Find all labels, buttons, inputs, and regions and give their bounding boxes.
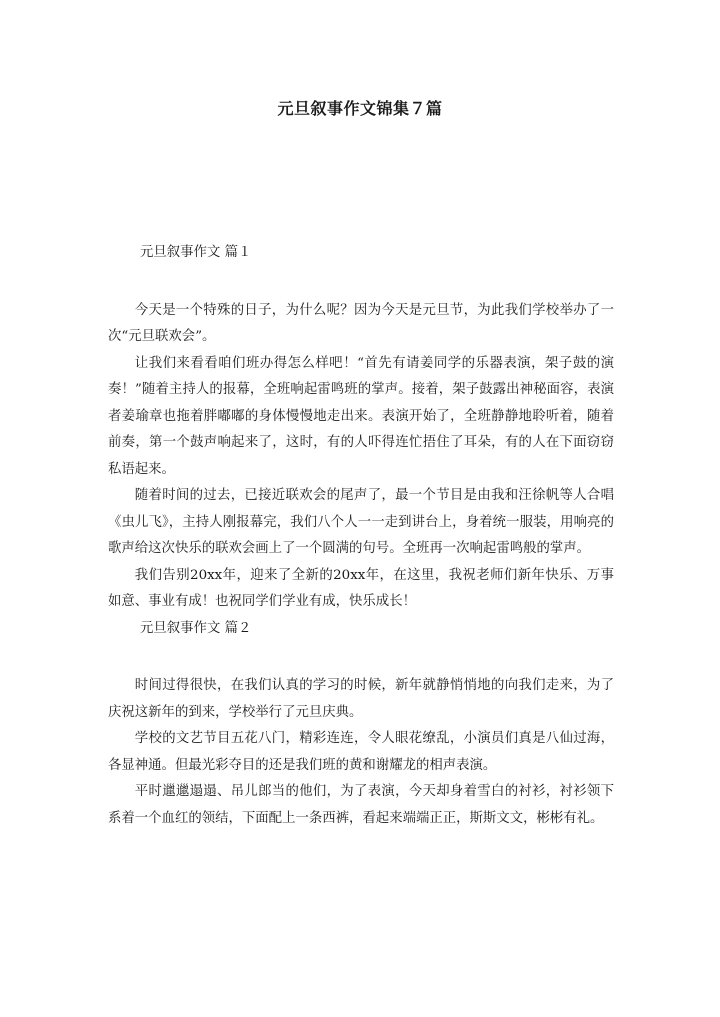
section-heading-1: 元旦叙事作文 篇１ — [140, 245, 252, 260]
section-heading-2: 元旦叙事作文 篇２ — [140, 620, 252, 636]
section-spacer — [108, 267, 614, 298]
paragraph-1-2: 让我们来看看咱们班办得怎么样吧！“首先有请姜同学的乐器表演，架子鼓的演奏！”随着主持人的报幕，全班响起雷鸣班的掌声。接着，架子鼓露出神秘面容，表演者姜瑜章也拖着胖嘟嘟的身体慢慢地走出来。表演开始了，全班静静地聆听着，随着前奏，第一个鼓声响起来了，这时，有的人吓得连忙捂住了耳朵，有的人在下面窃窃私语起来。 — [108, 355, 614, 477]
paragraph-1-4: 我们告别20xx年，迎来了全新的20xx年，在这里，我祝老师们新年快乐、万事如意、事业有成！也祝同学们学业有成，快乐成长！ — [108, 567, 614, 609]
section-spacer — [108, 642, 614, 673]
paragraph-2-3: 平时邋邋遢遢、吊儿郎当的他们，为了表演，今天却身着雪白的衬衫，衬衫领下系着一个血红的领结，下面配上一条西裤，看起来端端正正，斯斯文文，彬彬有礼。 — [108, 784, 614, 826]
paragraph-2-2: 学校的文艺节目五花八门，精彩连连，令人眼花缭乱，小演员们真是八仙过海，各显神通。但最光彩夺目的还是我们班的黄和谢耀龙的相声表演。 — [108, 731, 614, 773]
document-title: 元旦叙事作文锦集７篇 — [277, 99, 443, 118]
paragraph-2-1: 时间过得很快，在我们认真的学习的时候，新年就静悄悄地的向我们走来，为了庆祝这新年的到来，学校举行了元旦庆典。 — [108, 678, 614, 720]
paragraph-1-1: 今天是一个特殊的日子，为什么呢？因为今天是元旦节，为此我们学校举办了一次“元旦联欢会”。 — [108, 302, 614, 344]
document-body — [108, 240, 614, 832]
paragraph-1-3: 随着时间的过去，已接近联欢会的尾声了，最一个节目是由我和汪徐帆等人合唱《虫儿飞》，主持人刚报幕完，我们八个人一一走到讲台上，身着统一服装，用响亮的歌声给这次快乐的联欢会画上了一个圆满的句号。全班再一次响起雷鸣般的掌声。 — [108, 488, 614, 556]
